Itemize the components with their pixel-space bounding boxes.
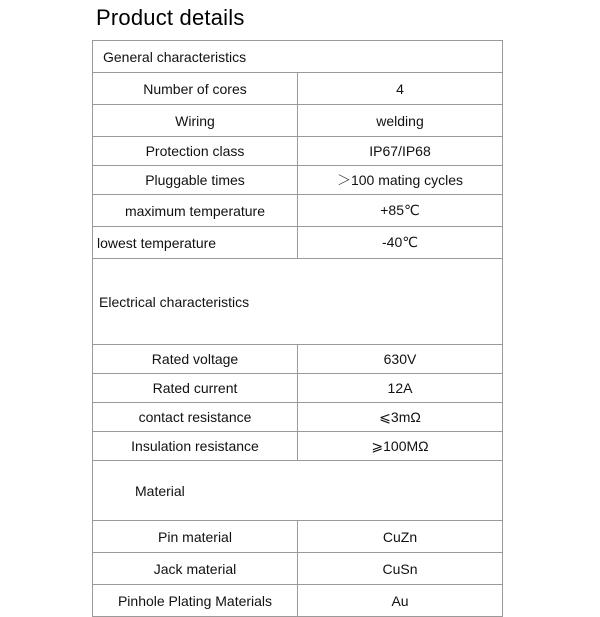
spec-value: 4 xyxy=(298,73,503,105)
spec-label: contact resistance xyxy=(93,403,298,432)
table-row xyxy=(93,345,503,374)
spec-label: Rated voltage xyxy=(93,345,298,374)
spec-label: lowest temperature xyxy=(93,227,298,259)
table-row xyxy=(93,195,503,227)
section-title-general: General characteristics xyxy=(93,41,503,73)
spec-value: IP67/IP68 xyxy=(298,137,503,166)
product-details-table xyxy=(92,40,503,617)
table-row xyxy=(93,585,503,617)
table-row xyxy=(93,403,503,432)
spec-label: Pinhole Plating Materials xyxy=(93,585,298,617)
section-title-electrical: Electrical characteristics xyxy=(93,259,503,345)
table-row xyxy=(93,553,503,585)
spec-label: Protection class xyxy=(93,137,298,166)
table-row xyxy=(93,105,503,137)
table-row xyxy=(93,374,503,403)
spec-value: Au xyxy=(298,585,503,617)
spec-label: Rated current xyxy=(93,374,298,403)
spec-value: 12A xyxy=(298,374,503,403)
spec-value: -40℃ xyxy=(298,227,503,259)
spec-label: Insulation resistance xyxy=(93,432,298,461)
table-row xyxy=(93,521,503,553)
spec-value: CuSn xyxy=(298,553,503,585)
spec-value: CuZn xyxy=(298,521,503,553)
spec-value: +85℃ xyxy=(298,195,503,227)
section-title-material: Material xyxy=(93,461,503,521)
spec-value: 630V xyxy=(298,345,503,374)
section-row-material xyxy=(93,461,503,521)
spec-value: welding xyxy=(298,105,503,137)
spec-label: Wiring xyxy=(93,105,298,137)
table-row xyxy=(93,166,503,195)
section-row-general xyxy=(93,41,503,73)
spec-label: Jack material xyxy=(93,553,298,585)
spec-label: Pin material xyxy=(93,521,298,553)
spec-value: ⩾100MΩ xyxy=(298,432,503,461)
spec-value: ＞100 mating cycles xyxy=(298,166,503,195)
page-title: Product details xyxy=(96,5,245,30)
spec-value: ⩽3mΩ xyxy=(298,403,503,432)
table-row xyxy=(93,432,503,461)
table-row xyxy=(93,227,503,259)
spec-label: Pluggable times xyxy=(93,166,298,195)
section-row-electrical xyxy=(93,259,503,345)
table-row xyxy=(93,73,503,105)
spec-label: maximum temperature xyxy=(93,195,298,227)
table-row xyxy=(93,137,503,166)
spec-label: Number of cores xyxy=(93,73,298,105)
